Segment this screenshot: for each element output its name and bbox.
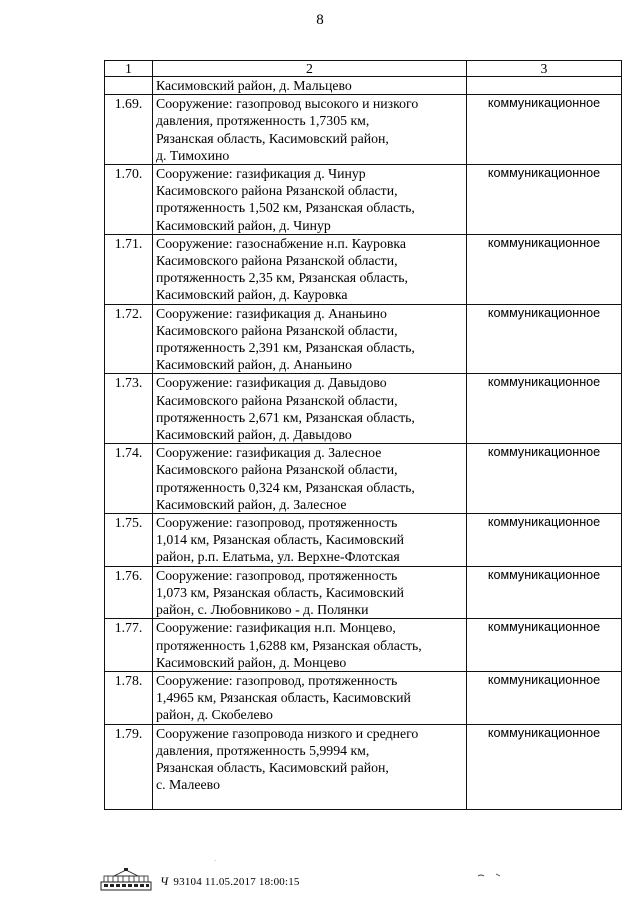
header-row — [105, 61, 622, 77]
description-line: Касимовского района Рязанской области, — [156, 462, 398, 478]
description-line: Сооружение: газификация н.п. Монцево, — [156, 620, 396, 636]
description-line: Сооружение: газопровод, протяженность — [156, 672, 398, 688]
continuation-row — [105, 77, 622, 95]
header-col-3: 3 — [467, 61, 622, 77]
description-line: Касимовский район, д. Залесное — [156, 496, 347, 512]
description-line: Касимовского района Рязанской области, — [156, 253, 398, 269]
description-line: Рязанская область, Касимовский район, — [156, 759, 389, 775]
row-number: 1.79. — [105, 724, 153, 809]
description-line: Сооружение: газификация д. Давыдово — [156, 375, 387, 391]
table-row — [105, 724, 622, 809]
table-row — [105, 514, 622, 567]
table-body — [105, 77, 622, 810]
document-footer — [0, 860, 640, 900]
table-header — [105, 61, 622, 77]
description-line: давления, протяженность 5,9994 км, — [156, 742, 370, 758]
description-line: протяженность 0,324 км, Рязанская область, — [156, 479, 415, 495]
table-row — [105, 566, 622, 619]
description-line: давления, протяженность 1,7305 км, — [156, 113, 370, 129]
row-number: 1.78. — [105, 671, 153, 724]
row-description — [153, 95, 467, 165]
document-stamp — [160, 874, 300, 889]
row-description — [153, 566, 467, 619]
description-line: район, д. Скобелево — [156, 707, 273, 723]
description-line: Сооружение: газоснабжение н.п. Кауровка — [156, 235, 406, 251]
header-col-1: 1 — [105, 61, 153, 77]
row-kind: коммуникационное — [467, 514, 622, 567]
description-line: 1,014 км, Рязанская область, Касимовский — [156, 532, 405, 548]
description-line: Сооружение: газификация д. Залесное — [156, 445, 382, 461]
row-kind: коммуникационное — [467, 165, 622, 235]
description-line: с. Малеево — [156, 777, 220, 793]
row-description — [153, 234, 467, 304]
row-number: 1.70. — [105, 165, 153, 235]
table-row — [105, 444, 622, 514]
description-line: протяженность 1,6288 км, Рязанская область, — [156, 637, 422, 653]
row-description — [153, 374, 467, 444]
table-row — [105, 619, 622, 672]
document-stamp-text: 93104 11.05.2017 18:00:15 — [173, 876, 300, 888]
row-description — [153, 165, 467, 235]
row-number: 1.73. — [105, 374, 153, 444]
row-kind: коммуникационное — [467, 566, 622, 619]
row-number: 1.71. — [105, 234, 153, 304]
row-description — [153, 724, 467, 809]
description-line: Сооружение: газификация д. Чинур — [156, 166, 366, 182]
table-row — [105, 374, 622, 444]
table-row — [105, 671, 622, 724]
description-line: Касимовский район, д. Монцево — [156, 654, 347, 670]
signature-scribble — [0, 860, 640, 900]
row-number: 1.72. — [105, 304, 153, 374]
description-line: Сооружение: газопровод, протяженность — [156, 515, 398, 531]
description-line: протяженность 1,502 км, Рязанская область, — [156, 200, 415, 216]
row-kind: коммуникационное — [467, 374, 622, 444]
page-number: 8 — [316, 12, 324, 28]
row-number: 1.76. — [105, 566, 153, 619]
row-kind: коммуникационное — [467, 444, 622, 514]
table-row — [105, 234, 622, 304]
row-number: 1.69. — [105, 95, 153, 165]
description-line: район, р.п. Елатьма, ул. Верхне-Флотская — [156, 549, 400, 565]
description-line: Рязанская область, Касимовский район, — [156, 130, 389, 146]
description-line: протяженность 2,391 км, Рязанская область, — [156, 340, 415, 356]
property-registry-table — [104, 60, 622, 810]
description-line: д. Тимохино — [156, 147, 230, 163]
row-kind: коммуникационное — [467, 95, 622, 165]
row-number: 1.75. — [105, 514, 153, 567]
description-line: Касимовский район, д. Чинур — [156, 217, 331, 233]
row-description — [153, 304, 467, 374]
description-line: Касимовский район, д. Кауровка — [156, 287, 348, 303]
description-line: район, с. Любовниково - д. Полянки — [156, 602, 369, 618]
description-line: Сооружение: газификация д. Ананьино — [156, 305, 387, 321]
row-kind: коммуникационное — [467, 619, 622, 672]
description-line: Касимовского района Рязанской области, — [156, 392, 398, 408]
description-line: Сооружение: газопровод, протяженность — [156, 567, 398, 583]
row-kind: коммуникационное — [467, 304, 622, 374]
description-line: Сооружение: газопровод высокого и низкого — [156, 96, 419, 112]
row-kind: коммуникационное — [467, 724, 622, 809]
document-mark-icon: Ч — [160, 874, 169, 888]
government-building-logo-icon — [100, 868, 152, 892]
row-kind: коммуникационное — [467, 234, 622, 304]
continuation-num-cell — [105, 77, 153, 95]
table-row — [105, 95, 622, 165]
description-line: Сооружение газопровода низкого и среднего — [156, 725, 419, 741]
description-line: 1,4965 км, Рязанская область, Касимовский — [156, 690, 411, 706]
description-line: протяженность 2,35 км, Рязанская область, — [156, 270, 408, 286]
description-line: Касимовского района Рязанской области, — [156, 183, 398, 199]
row-number: 1.74. — [105, 444, 153, 514]
row-description — [153, 514, 467, 567]
header-col-2: 2 — [153, 61, 467, 77]
continuation-kind-cell — [467, 77, 622, 95]
description-line: протяженность 2,671 км, Рязанская область, — [156, 409, 415, 425]
table-row — [105, 304, 622, 374]
description-line: Касимовский район, д. Давыдово — [156, 427, 352, 443]
description-line: Касимовский район, д. Ананьино — [156, 357, 353, 373]
row-kind: коммуникационное — [467, 671, 622, 724]
row-description — [153, 619, 467, 672]
row-number: 1.77. — [105, 619, 153, 672]
table-row — [105, 165, 622, 235]
continuation-text: Касимовский район, д. Мальцево — [153, 77, 467, 95]
description-line: Касимовского района Рязанской области, — [156, 322, 398, 338]
row-description — [153, 671, 467, 724]
description-line: 1,073 км, Рязанская область, Касимовский — [156, 584, 405, 600]
row-description — [153, 444, 467, 514]
